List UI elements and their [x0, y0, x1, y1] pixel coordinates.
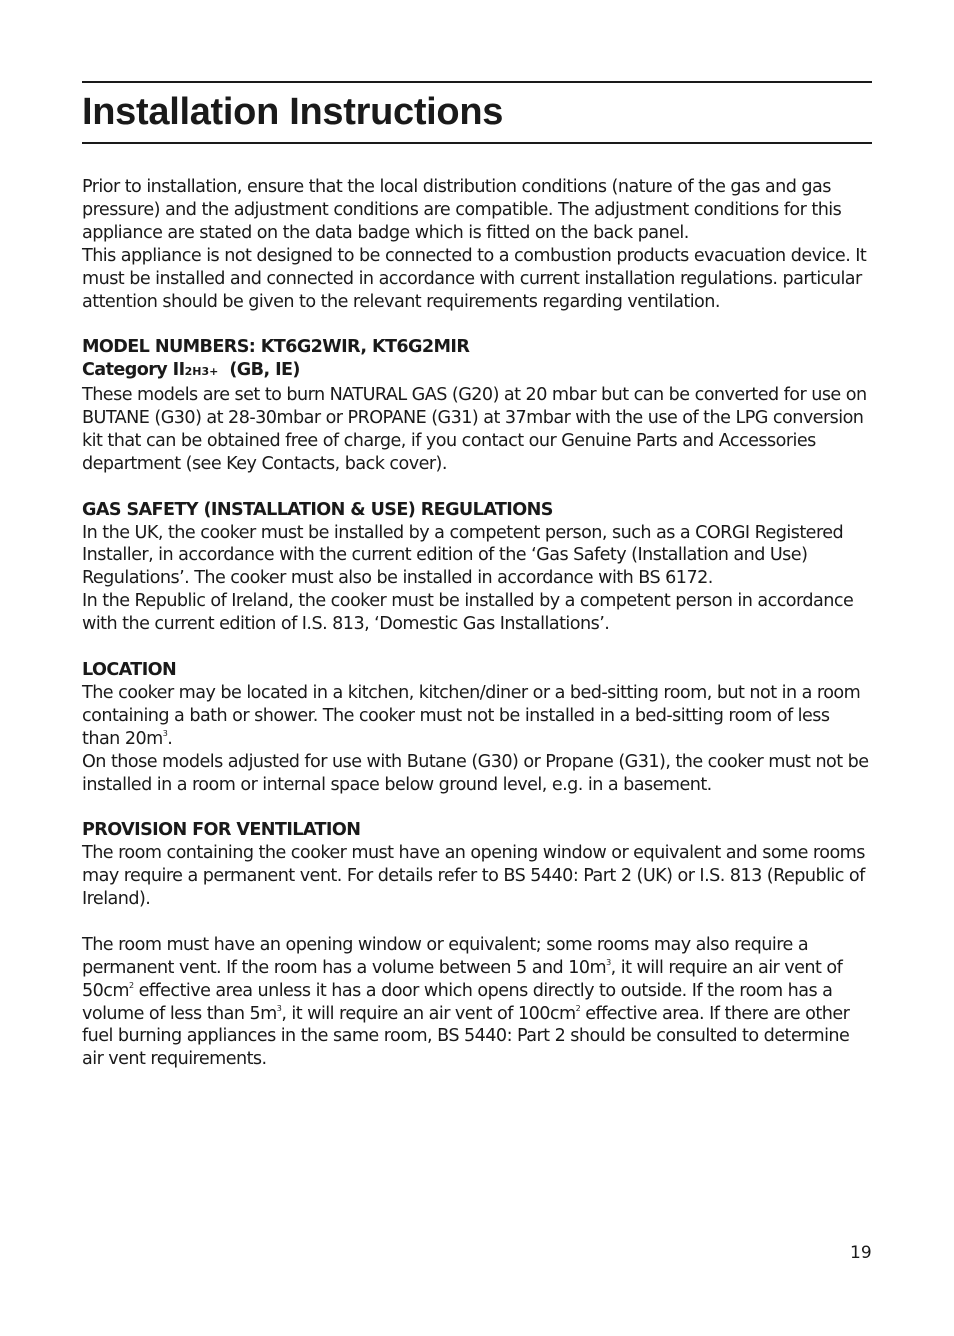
top-rule	[82, 81, 872, 83]
section-gap	[82, 476, 872, 499]
ventilation-heading: PROVISION FOR VENTILATION	[82, 820, 361, 841]
location-paragraph-2: On those models adjusted for use with Butane (G30) or Propane (G31), the cooker must not be installed in a room or internal space below ground level, e.g. in a basement.	[82, 751, 869, 795]
title-underline-rule	[82, 142, 872, 144]
section-gap	[82, 911, 872, 934]
location-heading: LOCATION	[82, 659, 177, 680]
location-paragraph-1	[82, 682, 872, 751]
ventilation-p2-superscript-3: 3	[276, 1003, 282, 1013]
category-prefix: Category II	[82, 360, 185, 381]
gas-safety-paragraph-1: In the UK, the cooker must be installed by a competent person, such as a CORGI Registered Installer, in accordance with the current edition of the ‘Gas Safety (Installation and Use) Regulations’. The cooker must also be installed in accordance with BS 6172.	[82, 522, 844, 589]
intro-paragraph-2: This appliance is not designed to be connected to a combustion products evacuation device. It must be installed and connected in accordance with current installation regulations. particular attention should be given to the relevant requirements regarding ventilation.	[82, 245, 867, 312]
section-gap	[82, 796, 872, 819]
intro-paragraph-1: Prior to installation, ensure that the local distribution conditions (nature of the gas and gas pressure) and the adjustment conditions are compatible. The adjustment conditions for this appliance are stated on the data badge which is fitted on the back panel.	[82, 177, 842, 243]
ventilation-paragraph-2	[82, 934, 872, 1071]
gas-safety-paragraph-2: In the Republic of Ireland, the cooker must be installed by a competent person in accordance with the current edition of I.S. 813, ‘Domestic Gas Installations’.	[82, 591, 854, 635]
category-subscript: 2H3+	[184, 365, 219, 379]
ventilation-p2-superscript-1: 3	[606, 957, 611, 967]
ventilation-p2-part-a: The room must have an opening window or equivalent; some rooms may also require a permanent vent. If the room has a volume between 5 and 10m	[82, 934, 809, 978]
location-p1-superscript: 3	[162, 728, 168, 738]
page-title: Installation Instructions	[82, 91, 504, 133]
gas-safety-heading: GAS SAFETY (INSTALLATION & USE) REGULATIONS	[82, 499, 553, 520]
section-gap	[82, 636, 872, 659]
models-paragraph: These models are set to burn NATURAL GAS (G20) at 20 mbar but can be converted for use on BUTANE (G30) at 28-30mbar or PROPANE (G31) at 37mbar with the use of the LPG conversion kit that can be obtained free of charge, if you contact our Genuine Parts and Accessories department (see Key Contacts, back cover).	[82, 385, 867, 474]
location-p1-end: .	[167, 728, 173, 749]
document-body	[82, 176, 872, 1071]
section-gap	[82, 313, 872, 336]
category-line	[82, 359, 872, 384]
ventilation-paragraph-1: The room containing the cooker must have an opening window or equivalent and some rooms may require a permanent vent. For details refer to BS 5440: Part 2 (UK) or I.S. 813 (Republic of Ireland).	[82, 843, 865, 910]
ventilation-p2-part-c: effective area unless it has a door which opens directly to outside. If the room has a volume of less than 5m	[82, 980, 833, 1024]
model-numbers-heading: MODEL NUMBERS: KT6G2WIR, KT6G2MIR	[82, 337, 470, 358]
ventilation-p2-superscript-4: 2	[575, 1003, 581, 1013]
ventilation-p2-part-e: effective area. If there are other fuel burning appliances in the same room, BS 5440: Part 2 should be consulted to determine air vent requirements.	[82, 1003, 850, 1070]
ventilation-p2-part-d: , it will require an air vent of 100cm	[281, 1003, 576, 1024]
page-number: 19	[850, 1243, 872, 1263]
category-suffix: (GB, IE)	[218, 360, 300, 381]
ventilation-p2-part-b: , it will require an air vent of 50cm	[82, 957, 843, 1001]
ventilation-p2-superscript-2: 2	[129, 980, 134, 990]
location-p1-text: The cooker may be located in a kitchen, kitchen/diner or a bed-sitting room, but not in a room containing a bath or shower. The cooker must not be installed in a bed-sitting room of less than 20m	[82, 682, 861, 749]
